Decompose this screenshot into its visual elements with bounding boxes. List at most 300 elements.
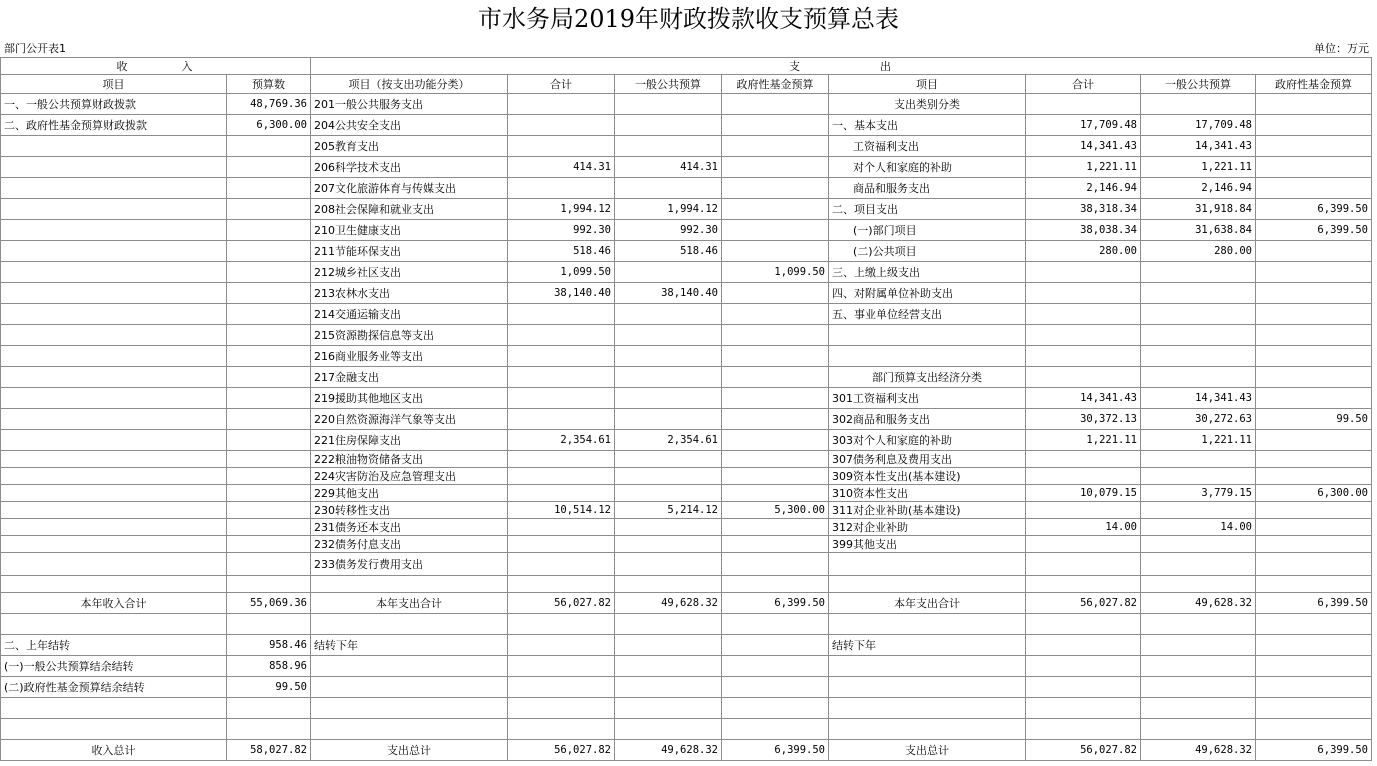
table-cell: 210卫生健康支出 (311, 220, 508, 241)
table-cell: 222粮油物资储备支出 (311, 451, 508, 468)
table-cell (1256, 635, 1372, 656)
table-cell (1256, 614, 1372, 635)
table-row (1, 157, 1372, 178)
table-cell (1141, 502, 1256, 519)
table-cell (1141, 304, 1256, 325)
table-cell (508, 409, 615, 430)
table-cell: 56,027.82 (508, 740, 615, 761)
table-cell (1141, 367, 1256, 388)
table-cell (829, 576, 1026, 593)
table-cell: 233债务发行费用支出 (311, 553, 508, 576)
table-cell: 230转移性支出 (311, 502, 508, 519)
table-cell (1, 698, 227, 719)
table-cell (615, 719, 722, 740)
table-cell: 14,341.43 (1026, 388, 1141, 409)
table-row (1, 262, 1372, 283)
table-cell (1256, 502, 1372, 519)
table-cell (1256, 325, 1372, 346)
table-cell (1256, 519, 1372, 536)
table-row (1, 115, 1372, 136)
table-cell (722, 536, 829, 553)
table-cell: 商品和服务支出 (829, 178, 1026, 199)
table-cell (1256, 576, 1372, 593)
table-cell (1141, 325, 1256, 346)
table-cell: 217金融支出 (311, 367, 508, 388)
table-cell (615, 614, 722, 635)
table-cell (508, 677, 615, 698)
table-cell (311, 677, 508, 698)
table-cell (615, 677, 722, 698)
table-cell (1026, 536, 1141, 553)
table-cell (508, 468, 615, 485)
table-row (1, 740, 1372, 761)
form-label: 部门公开表1 (4, 42, 66, 55)
table-cell (615, 451, 722, 468)
table-cell (227, 451, 311, 468)
table-cell (722, 94, 829, 115)
table-cell: 518.46 (615, 241, 722, 262)
table-cell: 结转下年 (311, 635, 508, 656)
table-cell (1, 157, 227, 178)
table-cell: 14.00 (1141, 519, 1256, 536)
table-cell: 208社会保障和就业支出 (311, 199, 508, 220)
table-cell (1026, 451, 1141, 468)
table-cell (1, 367, 227, 388)
table-row (1, 593, 1372, 614)
table-cell: 992.30 (508, 220, 615, 241)
table-cell (722, 553, 829, 576)
table-cell (1, 519, 227, 536)
table-cell (615, 656, 722, 677)
table-cell (1, 346, 227, 367)
table-cell (1141, 536, 1256, 553)
table-cell (227, 519, 311, 536)
table-cell: 38,318.34 (1026, 199, 1141, 220)
table-cell (722, 485, 829, 502)
table-row (1, 220, 1372, 241)
table-cell: 1,221.11 (1141, 157, 1256, 178)
table-cell: 17,709.48 (1026, 115, 1141, 136)
table-cell: 14,341.43 (1026, 136, 1141, 157)
table-cell (722, 409, 829, 430)
table-cell (615, 262, 722, 283)
table-cell (227, 719, 311, 740)
table-cell (227, 304, 311, 325)
col-header: 合计 (1026, 75, 1141, 94)
table-row (1, 468, 1372, 485)
table-cell (508, 451, 615, 468)
table-cell (1, 536, 227, 553)
table-cell: 310资本性支出 (829, 485, 1026, 502)
table-cell (1141, 698, 1256, 719)
table-cell: 部门预算支出经济分类 (829, 367, 1026, 388)
table-cell (722, 451, 829, 468)
table-cell: 14.00 (1026, 519, 1141, 536)
income-section-header: 收 入 (1, 58, 311, 75)
table-cell (615, 536, 722, 553)
table-cell: 2,146.94 (1141, 178, 1256, 199)
table-cell (508, 553, 615, 576)
table-cell (311, 614, 508, 635)
table-cell: 958.46 (227, 635, 311, 656)
table-row (1, 635, 1372, 656)
table-cell (615, 635, 722, 656)
table-cell: 399其他支出 (829, 536, 1026, 553)
table-row (1, 430, 1372, 451)
table-cell: 二、项目支出 (829, 199, 1026, 220)
table-row (1, 409, 1372, 430)
table-cell: 2,146.94 (1026, 178, 1141, 199)
table-cell (1256, 468, 1372, 485)
table-cell (722, 367, 829, 388)
table-cell: 6,399.50 (722, 593, 829, 614)
table-cell: 518.46 (508, 241, 615, 262)
table-cell: 5,300.00 (722, 502, 829, 519)
table-cell (1026, 719, 1141, 740)
table-cell: 215资源勘探信息等支出 (311, 325, 508, 346)
table-cell: 本年支出合计 (829, 593, 1026, 614)
table-cell (1026, 367, 1141, 388)
table-cell (508, 635, 615, 656)
table-cell (615, 468, 722, 485)
table-cell (1, 220, 227, 241)
col-header: 项目 (1, 75, 227, 94)
table-cell (722, 199, 829, 220)
table-cell: 6,399.50 (1256, 740, 1372, 761)
table-cell: 307债务利息及费用支出 (829, 451, 1026, 468)
table-cell (311, 656, 508, 677)
table-cell (1256, 241, 1372, 262)
table-cell: 14,341.43 (1141, 388, 1256, 409)
table-row (1, 136, 1372, 157)
table-cell: 311对企业补助(基本建设) (829, 502, 1026, 519)
table-cell: 204公共安全支出 (311, 115, 508, 136)
table-cell (1141, 635, 1256, 656)
table-cell (227, 430, 311, 451)
table-cell (722, 698, 829, 719)
table-cell: 1,994.12 (615, 199, 722, 220)
col-header: 一般公共预算 (1141, 75, 1256, 94)
table-cell (829, 614, 1026, 635)
table-cell: (二)公共项目 (829, 241, 1026, 262)
table-row (1, 698, 1372, 719)
table-cell: 206科学技术支出 (311, 157, 508, 178)
table-row (1, 502, 1372, 519)
table-cell: 工资福利支出 (829, 136, 1026, 157)
table-cell (722, 241, 829, 262)
table-row (1, 94, 1372, 115)
table-cell: 6,399.50 (1256, 593, 1372, 614)
table-cell (1141, 677, 1256, 698)
table-row (1, 519, 1372, 536)
page-title: 市水务局2019年财政拨款收支预算总表 (477, 5, 900, 33)
table-cell (1, 199, 227, 220)
table-cell (1026, 614, 1141, 635)
table-cell: 10,079.15 (1026, 485, 1141, 502)
table-cell (722, 614, 829, 635)
table-cell (1, 136, 227, 157)
table-cell (829, 346, 1026, 367)
table-cell (615, 553, 722, 576)
table-cell (508, 485, 615, 502)
table-cell (508, 536, 615, 553)
table-cell: 6,300.00 (227, 115, 311, 136)
table-cell: 55,069.36 (227, 593, 311, 614)
table-row (1, 677, 1372, 698)
table-cell: 201一般公共服务支出 (311, 94, 508, 115)
table-cell (1256, 698, 1372, 719)
table-cell (1, 468, 227, 485)
table-cell (722, 157, 829, 178)
table-cell: 56,027.82 (1026, 593, 1141, 614)
table-cell (1026, 698, 1141, 719)
table-cell (722, 719, 829, 740)
table-cell (1256, 430, 1372, 451)
table-cell (508, 346, 615, 367)
table-cell (722, 430, 829, 451)
table-row (1, 576, 1372, 593)
table-cell (615, 485, 722, 502)
table-cell (722, 576, 829, 593)
table-cell: 220自然资源海洋气象等支出 (311, 409, 508, 430)
table-cell (615, 367, 722, 388)
table-row (1, 719, 1372, 740)
table-cell: 303对个人和家庭的补助 (829, 430, 1026, 451)
table-cell (227, 325, 311, 346)
table-cell (1141, 451, 1256, 468)
table-cell (1, 614, 227, 635)
col-header: 项目（按支出功能分类） (311, 75, 508, 94)
table-row (1, 304, 1372, 325)
table-cell (722, 346, 829, 367)
table-cell (1, 283, 227, 304)
table-cell (1026, 283, 1141, 304)
table-cell (1256, 157, 1372, 178)
table-cell: 49,628.32 (1141, 740, 1256, 761)
table-cell: 二、政府性基金预算财政拨款 (1, 115, 227, 136)
table-cell (722, 283, 829, 304)
table-cell (722, 304, 829, 325)
table-row (1, 451, 1372, 468)
table-cell (615, 325, 722, 346)
table-cell (1, 304, 227, 325)
table-cell: 992.30 (615, 220, 722, 241)
budget-table (0, 57, 1372, 761)
table-cell: 支出总计 (829, 740, 1026, 761)
section-header-row (1, 58, 1372, 75)
table-cell (227, 388, 311, 409)
table-cell (722, 136, 829, 157)
table-cell (1, 409, 227, 430)
table-cell: 17,709.48 (1141, 115, 1256, 136)
table-cell (1256, 451, 1372, 468)
table-cell (1141, 614, 1256, 635)
table-row (1, 388, 1372, 409)
table-cell (508, 94, 615, 115)
table-cell (227, 262, 311, 283)
table-cell: 211节能环保支出 (311, 241, 508, 262)
table-cell: 414.31 (615, 157, 722, 178)
table-cell: 232债务付息支出 (311, 536, 508, 553)
table-cell (508, 614, 615, 635)
table-cell (1256, 346, 1372, 367)
table-cell (1256, 719, 1372, 740)
table-cell (722, 325, 829, 346)
table-cell: 207文化旅游体育与传媒支出 (311, 178, 508, 199)
table-row (1, 178, 1372, 199)
table-cell (1026, 325, 1141, 346)
table-cell: 229其他支出 (311, 485, 508, 502)
table-cell: 本年收入合计 (1, 593, 227, 614)
table-cell (227, 614, 311, 635)
table-row (1, 325, 1372, 346)
table-cell (1026, 346, 1141, 367)
table-cell (1, 241, 227, 262)
table-cell (615, 519, 722, 536)
table-cell: 231债务还本支出 (311, 519, 508, 536)
table-cell: 6,399.50 (1256, 220, 1372, 241)
table-cell: 1,099.50 (722, 262, 829, 283)
table-cell: 219援助其他地区支出 (311, 388, 508, 409)
table-cell (311, 698, 508, 719)
table-cell: 280.00 (1141, 241, 1256, 262)
table-cell: 58,027.82 (227, 740, 311, 761)
table-cell: 56,027.82 (508, 593, 615, 614)
table-cell: 214交通运输支出 (311, 304, 508, 325)
table-cell (1141, 262, 1256, 283)
table-cell: 6,300.00 (1256, 485, 1372, 502)
table-cell: 支出总计 (311, 740, 508, 761)
table-cell (1141, 346, 1256, 367)
table-cell (1256, 283, 1372, 304)
table-cell (615, 576, 722, 593)
column-header-row (1, 75, 1372, 94)
table-cell (722, 178, 829, 199)
table-cell (1256, 262, 1372, 283)
table-cell (1026, 94, 1141, 115)
table-cell: 10,514.12 (508, 502, 615, 519)
table-cell (1141, 283, 1256, 304)
table-cell: 对个人和家庭的补助 (829, 157, 1026, 178)
table-cell (227, 536, 311, 553)
table-cell: 三、上缴上级支出 (829, 262, 1026, 283)
table-cell (1141, 468, 1256, 485)
table-cell (722, 656, 829, 677)
table-cell: 1,099.50 (508, 262, 615, 283)
table-cell (1026, 502, 1141, 519)
table-row (1, 346, 1372, 367)
table-cell: 31,918.84 (1141, 199, 1256, 220)
table-cell: 224灾害防治及应急管理支出 (311, 468, 508, 485)
table-cell (508, 325, 615, 346)
table-cell (722, 468, 829, 485)
table-cell (722, 677, 829, 698)
table-row (1, 614, 1372, 635)
table-cell (508, 388, 615, 409)
table-cell: 1,994.12 (508, 199, 615, 220)
table-cell: 5,214.12 (615, 502, 722, 519)
table-cell (1, 502, 227, 519)
table-cell (615, 94, 722, 115)
table-cell (1141, 719, 1256, 740)
table-cell (227, 220, 311, 241)
table-cell (722, 220, 829, 241)
table-cell: 支出类别分类 (829, 94, 1026, 115)
table-cell (227, 502, 311, 519)
table-cell (508, 367, 615, 388)
table-cell (1026, 262, 1141, 283)
table-cell (829, 698, 1026, 719)
col-header: 政府性基金预算 (722, 75, 829, 94)
table-cell (1, 719, 227, 740)
table-cell (1, 576, 227, 593)
table-cell (615, 115, 722, 136)
table-cell: 30,372.13 (1026, 409, 1141, 430)
table-cell: 99.50 (1256, 409, 1372, 430)
col-header: 预算数 (227, 75, 311, 94)
col-header: 一般公共预算 (615, 75, 722, 94)
table-cell (227, 468, 311, 485)
table-cell: 五、事业单位经营支出 (829, 304, 1026, 325)
table-cell (615, 409, 722, 430)
table-cell (1256, 115, 1372, 136)
table-cell (1026, 677, 1141, 698)
table-cell (829, 677, 1026, 698)
table-cell (615, 346, 722, 367)
col-header: 项目 (829, 75, 1026, 94)
table-cell (1256, 677, 1372, 698)
table-cell (227, 283, 311, 304)
table-cell: 99.50 (227, 677, 311, 698)
table-cell: 一、基本支出 (829, 115, 1026, 136)
table-cell: 3,779.15 (1141, 485, 1256, 502)
table-cell: 2,354.61 (508, 430, 615, 451)
table-cell (508, 656, 615, 677)
table-cell: 49,628.32 (615, 593, 722, 614)
table-cell: 一、一般公共预算财政拨款 (1, 94, 227, 115)
table-cell: 414.31 (508, 157, 615, 178)
table-cell: 1,221.11 (1026, 430, 1141, 451)
table-cell: 858.96 (227, 656, 311, 677)
table-cell (829, 719, 1026, 740)
table-cell: (一)一般公共预算结余结转 (1, 656, 227, 677)
table-cell: 212城乡社区支出 (311, 262, 508, 283)
table-cell (1026, 576, 1141, 593)
table-cell (227, 485, 311, 502)
table-cell (1256, 553, 1372, 576)
table-cell: 301工资福利支出 (829, 388, 1026, 409)
table-cell (1026, 635, 1141, 656)
table-cell (722, 635, 829, 656)
table-cell (508, 178, 615, 199)
table-cell: 309资本性支出(基本建设) (829, 468, 1026, 485)
table-row (1, 656, 1372, 677)
table-cell: 302商品和服务支出 (829, 409, 1026, 430)
table-cell (1, 553, 227, 576)
table-cell: 205教育支出 (311, 136, 508, 157)
table-row (1, 485, 1372, 502)
table-cell (1026, 468, 1141, 485)
table-cell (615, 178, 722, 199)
table-cell (508, 519, 615, 536)
table-cell (227, 553, 311, 576)
table-cell (1141, 553, 1256, 576)
table-cell: 213农林水支出 (311, 283, 508, 304)
table-cell (1256, 536, 1372, 553)
table-cell (615, 388, 722, 409)
table-cell (1026, 553, 1141, 576)
table-cell: 二、上年结转 (1, 635, 227, 656)
